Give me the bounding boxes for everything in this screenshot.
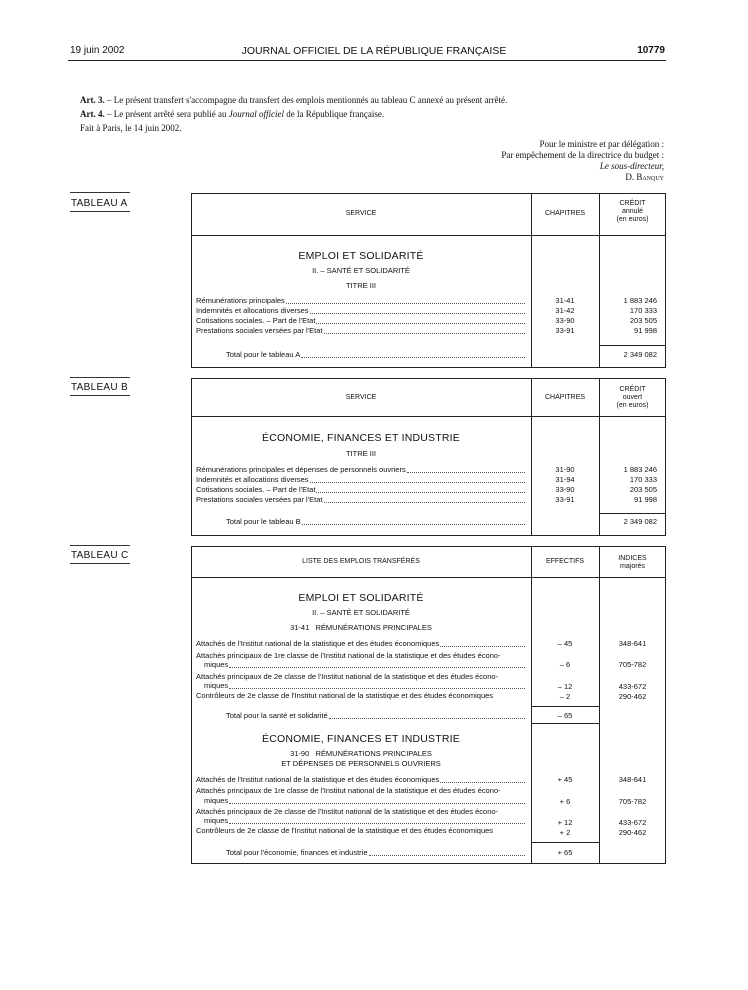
tableau-b-chap-4: 33-91	[555, 495, 575, 504]
tableau-c-col-effectifs: EFFECTIFS	[545, 558, 585, 565]
tableau-c-col-divider-1	[531, 546, 532, 864]
tableau-c-header-rule	[191, 577, 666, 578]
tableau-b-col-service: SERVICE	[345, 394, 377, 401]
tableau-a-row-1	[196, 296, 526, 306]
total-label: Total pour le tableau B	[226, 517, 301, 526]
article-3-text: – Le présent transfert s'accompagne du transfert des emplois mentionnés au tableau C annexé au présent arrêté.	[104, 95, 508, 105]
tableau-c-s1-sub2: 31-41 RÉMUNÉRATIONS PRINCIPALES	[290, 623, 432, 632]
tableau-b-row-3	[196, 485, 526, 495]
tableau-a-row-2	[196, 306, 526, 316]
tableau-c-s1-total	[226, 711, 526, 721]
tableau-a-total-amount: 2 349 082	[623, 350, 657, 359]
tableau-a-amount-2: 170 333	[629, 306, 657, 315]
tableau-c-s2-total	[226, 848, 526, 858]
tableau-a-chap-3: 33-90	[555, 316, 575, 325]
tableau-c-s1-eff-4: – 2	[559, 692, 571, 701]
tableau-c-col-liste: LISTE DES EMPLOIS TRANSFÉRÉS	[302, 558, 420, 565]
tableau-c-indices-l1: INDICES	[618, 555, 647, 562]
article-4	[80, 109, 384, 119]
tableau-a-ministry: EMPLOI ET SOLIDARITÉ	[298, 250, 424, 262]
tableau-a-rule-top	[70, 192, 130, 193]
tableau-a-col-divider-1	[531, 193, 532, 368]
total-label: Total pour l'économie, finances et industrie	[226, 848, 368, 857]
row-label: miques	[204, 816, 229, 825]
tableau-b-amount-1: 1 883 246	[623, 465, 657, 474]
row-label: miques	[204, 660, 229, 669]
tableau-a-credit-l3: (en euros)	[616, 216, 649, 223]
tableau-c-indices-l2: majorés	[620, 563, 645, 570]
signature-line-2: Par empêchement de la directrice du budget :	[501, 150, 664, 160]
tableau-c-s1-ind-2: 705-782	[618, 660, 647, 669]
tableau-a-col-credit	[599, 200, 666, 224]
tableau-b-total-amount: 2 349 082	[623, 517, 657, 526]
tableau-c-s1-ind-1: 348-641	[618, 639, 647, 648]
tableau-b-credit-l2: ouvert	[622, 394, 643, 401]
signature-block	[501, 139, 664, 183]
tableau-c-s2-row-2b	[204, 796, 526, 806]
total-label: Total pour la santé et solidarité	[226, 711, 328, 720]
row-label: Prestations sociales versées par l'Etat	[196, 326, 323, 335]
tableau-a-amount-4: 91 998	[634, 326, 657, 335]
tableau-c-s2-eff-1: + 45	[557, 775, 573, 784]
tableau-b-ministry: ÉCONOMIE, FINANCES ET INDUSTRIE	[262, 432, 460, 444]
tableau-c-s2-eff-3: + 12	[557, 818, 573, 827]
tableau-b-chap-3: 33-90	[555, 485, 575, 494]
tableau-a-chap-1: 31-41	[555, 296, 575, 305]
journal-title: JOURNAL OFFICIEL DE LA RÉPUBLIQUE FRANÇAISE	[241, 45, 507, 57]
tableau-c-s2-row-3a: Attachés principaux de 2e classe de l'Institut national de la statistique et des études écono-	[196, 807, 499, 816]
tableau-c-s1-eff-1: – 45	[557, 639, 573, 648]
tableau-b-amount-4: 91 998	[634, 495, 657, 504]
tableau-c-s1-ministry: EMPLOI ET SOLIDARITÉ	[298, 592, 424, 604]
tableau-b-label: TABLEAU B	[71, 382, 128, 393]
tableau-c-s1-eff-2: – 6	[559, 660, 571, 669]
tableau-b-total	[226, 517, 526, 527]
tableau-c-col-divider-2	[599, 546, 600, 864]
signature-line-3: Le sous-directeur,	[599, 161, 664, 171]
row-label: Prestations sociales versées par l'Etat	[196, 495, 323, 504]
tableau-a-col-chapitres: CHAPITRES	[544, 210, 586, 217]
tableau-a-amount-3: 203 505	[629, 316, 657, 325]
article-4-text-a: – Le présent arrêté sera publié au	[104, 109, 229, 119]
signature-line-4: D. Banquy	[625, 172, 664, 182]
tableau-c-s1-total-value: – 65	[557, 711, 573, 720]
row-label: miques	[204, 681, 229, 690]
tableau-b-row-2	[196, 475, 526, 485]
row-label: Rémunérations principales	[196, 296, 285, 305]
article-3	[80, 95, 507, 105]
tableau-c-s1-row-2a: Attachés principaux de 1re classe de l'Institut national de la statistique et des études écono-	[196, 651, 501, 660]
signature-line-1: Pour le ministre et par délégation :	[539, 139, 664, 149]
tableau-a-col-service: SERVICE	[345, 210, 377, 217]
tableau-a-chap-2: 31-42	[555, 306, 575, 315]
tableau-c-col-indices	[599, 555, 666, 571]
tableau-b-row-4	[196, 495, 526, 505]
tableau-a-chap-4: 33-91	[555, 326, 575, 335]
tableau-c-s2-ind-3: 433-672	[618, 818, 647, 827]
row-label: Indemnités et allocations diverses	[196, 306, 309, 315]
tableau-c-s2-ind-1: 348-641	[618, 775, 647, 784]
total-label: Total pour le tableau A	[226, 350, 301, 359]
tableau-a-total-rule	[599, 345, 666, 346]
done-at: Fait à Paris, le 14 juin 2002.	[80, 123, 182, 133]
tableau-c-s2-row-2a: Attachés principaux de 1re classe de l'Institut national de la statistique et des études écono-	[196, 786, 501, 795]
tableau-c-s1-row-2b	[204, 660, 526, 670]
tableau-a-sub2: TITRE III	[346, 281, 376, 290]
tableau-c-s2-ind-2: 705-782	[618, 797, 647, 806]
tableau-c-s1-row-4: Contrôleurs de 2e classe de l'Institut national de la statistique et des études économiques	[196, 691, 494, 700]
tableau-c-s2-ind-4: 290-462	[618, 828, 647, 837]
tableau-a-row-3	[196, 316, 526, 326]
tableau-c-s2-row-4: Contrôleurs de 2e classe de l'Institut national de la statistique et des études économiques	[196, 826, 494, 835]
tableau-b-credit-l3: (en euros)	[616, 402, 649, 409]
tableau-a-rule-bottom	[70, 211, 130, 212]
article-4-label: Art. 4.	[80, 109, 105, 119]
row-label: Cotisations sociales. – Part de l'Etat	[196, 316, 316, 325]
tableau-c-s2-total-value: + 65	[557, 848, 573, 857]
article-3-label: Art. 3.	[80, 95, 105, 105]
page-number: 10779	[637, 45, 665, 56]
tableau-b-amount-2: 170 333	[629, 475, 657, 484]
tableau-c-s2-total-rule	[531, 842, 599, 843]
tableau-c-rule-top	[70, 545, 130, 546]
tableau-b-row-1	[196, 465, 526, 475]
tableau-a-label: TABLEAU A	[71, 198, 128, 209]
tableau-c-s1-ind-4: 290-462	[618, 692, 647, 701]
tableau-c-s2-eff-4: + 2	[559, 828, 571, 837]
tableau-c-s2-ministry: ÉCONOMIE, FINANCES ET INDUSTRIE	[262, 733, 460, 745]
tableau-b-rule-top	[70, 377, 130, 378]
tableau-c-s1-total-rule-top	[531, 706, 599, 707]
row-label: miques	[204, 796, 229, 805]
article-4-text-b: de la République française.	[283, 109, 385, 119]
tableau-b-sub1: TITRE III	[346, 449, 376, 458]
tableau-c-rule-bottom	[70, 563, 130, 564]
tableau-a-total	[226, 350, 526, 360]
row-label: Indemnités et allocations diverses	[196, 475, 309, 484]
tableau-b-chap-1: 31-90	[555, 465, 575, 474]
tableau-c-label: TABLEAU C	[71, 550, 129, 561]
tableau-b-chap-2: 31-94	[555, 475, 575, 484]
tableau-a-header-rule	[191, 235, 666, 236]
tableau-a-credit-l2: annulé	[621, 208, 644, 215]
header-rule	[68, 60, 666, 61]
tableau-c-s2-sub2: ET DÉPENSES DE PERSONNELS OUVRIERS	[281, 759, 441, 768]
tableau-c-s1-ind-3: 433-672	[618, 682, 647, 691]
row-label: Attachés de l'Institut national de la statistique et des études économiques	[196, 775, 440, 784]
tableau-b-total-rule	[599, 513, 666, 514]
tableau-c-s2-row-3b	[204, 816, 526, 826]
tableau-b-credit-l1: CRÉDIT	[619, 386, 646, 393]
header-date: 19 juin 2002	[70, 45, 125, 56]
tableau-c-s1-sub1: II. – SANTÉ ET SOLIDARITÉ	[312, 608, 410, 617]
tableau-b-amount-3: 203 505	[629, 485, 657, 494]
tableau-c-s2-row-1	[196, 775, 526, 785]
tableau-c-s1-row-1	[196, 639, 526, 649]
tableau-a-amount-1: 1 883 246	[623, 296, 657, 305]
tableau-c-s1-eff-3: – 12	[557, 682, 573, 691]
tableau-a-row-4	[196, 326, 526, 336]
tableau-b-col-credit	[599, 386, 666, 410]
tableau-a-sub1: II. – SANTÉ ET SOLIDARITÉ	[312, 266, 410, 275]
row-label: Cotisations sociales. – Part de l'Etat	[196, 485, 316, 494]
tableau-b-rule-bottom	[70, 395, 130, 396]
tableau-b-col-chapitres: CHAPITRES	[544, 394, 586, 401]
tableau-c-s1-row-3a: Attachés principaux de 2e classe de l'Institut national de la statistique et des études écono-	[196, 672, 499, 681]
article-4-journal: Journal officiel	[228, 109, 284, 119]
tableau-c-s2-sub1: 31-90 RÉMUNÉRATIONS PRINCIPALES	[290, 749, 432, 758]
tableau-b-header-rule	[191, 416, 666, 417]
tableau-c-s2-eff-2: + 6	[559, 797, 571, 806]
tableau-c-s1-row-3b	[204, 681, 526, 691]
tableau-a-credit-l1: CRÉDIT	[619, 200, 646, 207]
row-label: Rémunérations principales et dépenses de personnels ouvriers	[196, 465, 406, 474]
tableau-c-s1-total-rule-bottom	[531, 723, 599, 724]
row-label: Attachés de l'Institut national de la statistique et des études économiques	[196, 639, 440, 648]
